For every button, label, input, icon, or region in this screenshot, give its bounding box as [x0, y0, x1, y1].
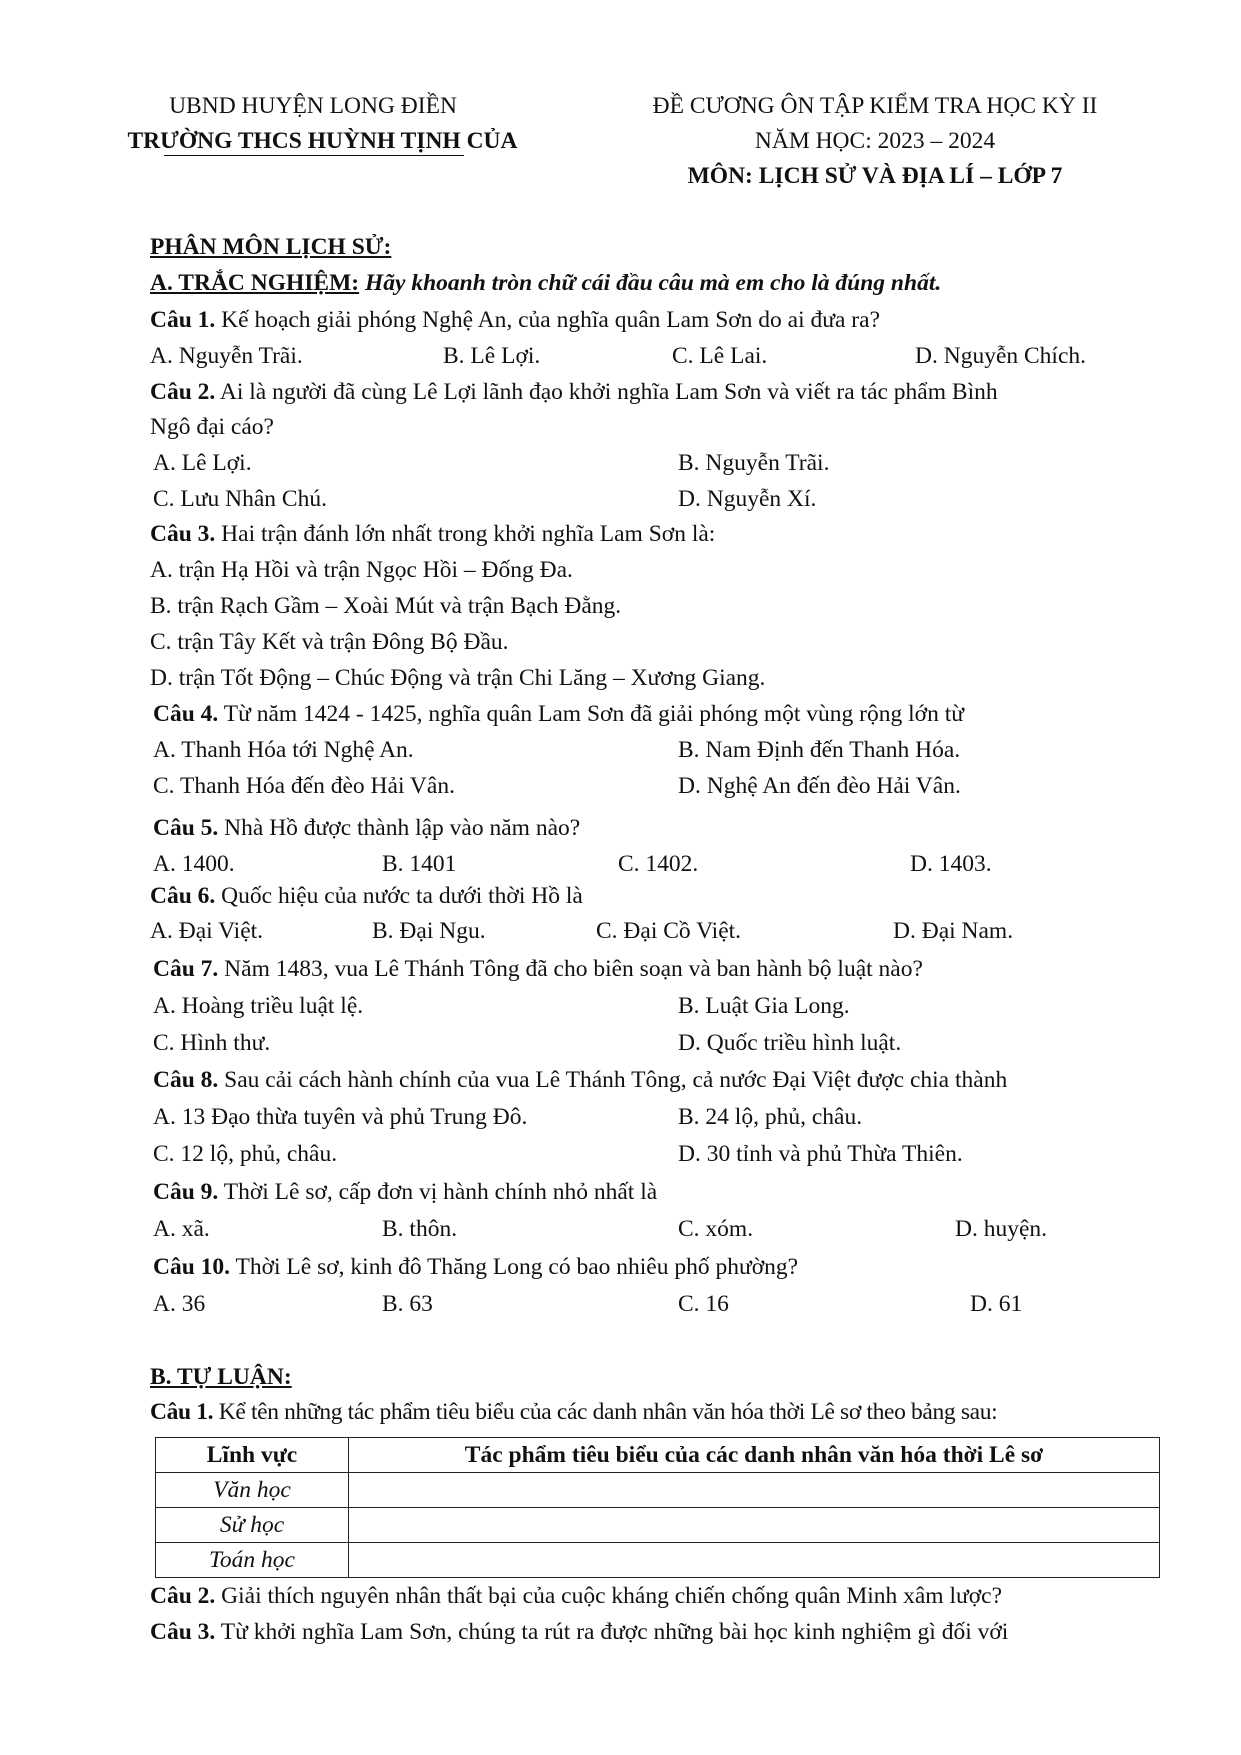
part-b-label: B. TỰ LUẬN:: [150, 1364, 292, 1390]
q1-option-c: C. Lê Lai.: [672, 343, 768, 369]
q7-option-b: B. Luật Gia Long.: [678, 993, 850, 1019]
q6-option-d: D. Đại Nam.: [893, 918, 1014, 944]
q8-option-a: A. 13 Đạo thừa tuyên và phủ Trung Đô.: [153, 1104, 528, 1130]
subject-title: MÔN: LỊCH SỬ VÀ ĐỊA LÍ – LỚP 7: [687, 163, 1063, 189]
question-5: Câu 5. Nhà Hồ được thành lập vào năm nào?: [153, 815, 581, 841]
q6-option-a: A. Đại Việt.: [150, 918, 264, 944]
q3-option-b: B. trận Rạch Gầm – Xoài Mút và trận Bạch Đằng.: [150, 593, 622, 619]
question-10: Câu 10. Thời Lê sơ, kinh đô Thăng Long có bao nhiêu phố phường?: [153, 1254, 799, 1280]
document-title: ĐỀ CƯƠNG ÔN TẬP KIỂM TRA HỌC KỲ II: [652, 93, 1098, 119]
q4-option-b: B. Nam Định đến Thanh Hóa.: [678, 737, 961, 763]
q1-option-d: D. Nguyễn Chích.: [915, 343, 1087, 369]
table-row: [156, 1508, 1160, 1543]
table-cell-answer[interactable]: [349, 1543, 1160, 1578]
table-cell-answer[interactable]: [349, 1508, 1160, 1543]
q4-option-a: A. Thanh Hóa tới Nghệ An.: [153, 737, 414, 763]
part-a-heading: [150, 272, 941, 296]
q9-option-d: D. huyện.: [955, 1216, 1048, 1242]
q7-option-d: D. Quốc triều hình luật.: [678, 1030, 902, 1056]
q10-option-c: C. 16: [678, 1291, 729, 1317]
table-cell-answer[interactable]: [349, 1473, 1160, 1508]
question-2-cont: Ngô đại cáo?: [150, 414, 274, 440]
q9-option-c: C. xóm.: [678, 1216, 754, 1242]
question-4: Câu 4. Từ năm 1424 - 1425, nghĩa quân Lam Sơn đã giải phóng một vùng rộng lớn từ: [153, 701, 964, 727]
q7-option-c: C. Hình thư.: [153, 1030, 271, 1056]
q2-option-b: B. Nguyễn Trãi.: [678, 450, 830, 476]
school-year: NĂM HỌC: 2023 – 2024: [754, 128, 996, 154]
q3-option-a: A. trận Hạ Hồi và trận Ngọc Hồi – Đống Đa.: [150, 557, 573, 583]
q2-option-c: C. Lưu Nhân Chú.: [153, 486, 327, 512]
q2-option-d: D. Nguyễn Xí.: [678, 486, 817, 512]
table-header-field: Lĩnh vực: [156, 1438, 349, 1473]
culture-works-table: [155, 1437, 1160, 1578]
question-8: Câu 8. Sau cải cách hành chính của vua Lê Thánh Tông, cả nước Đại Việt được chia thành: [153, 1067, 1008, 1093]
table-cell-field: Văn học: [156, 1473, 349, 1508]
essay-question-3: Câu 3. Từ khởi nghĩa Lam Sơn, chúng ta rút ra được những bài học kinh nghiệm gì đối với: [150, 1619, 1009, 1645]
q3-option-c: C. trận Tây Kết và trận Đông Bộ Đầu.: [150, 629, 509, 655]
q8-option-c: C. 12 lộ, phủ, châu.: [153, 1141, 338, 1167]
q6-option-b: B. Đại Ngu.: [372, 918, 486, 944]
question-1: Câu 1. Kế hoạch giải phóng Nghệ An, của nghĩa quân Lam Sơn do ai đưa ra?: [150, 307, 880, 333]
q10-option-d: D. 61: [970, 1291, 1023, 1317]
q3-option-d: D. trận Tốt Động – Chúc Động và trận Chi Lăng – Xương Giang.: [150, 665, 766, 691]
table-header-works: Tác phẩm tiêu biểu của các danh nhân văn hóa thời Lê sơ: [349, 1438, 1160, 1473]
essay-question-1: Câu 1. Kể tên những tác phẩm tiêu biểu của các danh nhân văn hóa thời Lê sơ theo bảng sau:: [150, 1399, 998, 1425]
q4-option-d: D. Nghệ An đến đèo Hải Vân.: [678, 773, 961, 799]
question-7: Câu 7. Năm 1483, vua Lê Thánh Tông đã cho biên soạn và ban hành bộ luật nào?: [153, 956, 923, 982]
table-cell-field: Toán học: [156, 1543, 349, 1578]
part-a-label: A. TRẮC NGHIỆM:: [150, 270, 360, 296]
school-name: TRƯỜNG THCS HUỲNH TỊNH CỦA: [127, 128, 518, 154]
q7-option-a: A. Hoàng triều luật lệ.: [153, 993, 364, 1019]
q10-option-a: A. 36: [153, 1291, 206, 1317]
question-3: Câu 3. Hai trận đánh lớn nhất trong khởi nghĩa Lam Sơn là:: [150, 521, 716, 547]
q10-option-b: B. 63: [382, 1291, 433, 1317]
q1-option-a: A. Nguyễn Trãi.: [150, 343, 303, 369]
q6-option-c: C. Đại Cồ Việt.: [596, 918, 742, 944]
q4-option-c: C. Thanh Hóa đến đèo Hải Vân.: [153, 773, 455, 799]
table-cell-field: Sử học: [156, 1508, 349, 1543]
q1-option-b: B. Lê Lợi.: [443, 343, 541, 369]
q9-option-b: B. thôn.: [382, 1216, 458, 1242]
table-row: [156, 1473, 1160, 1508]
table-row: [156, 1543, 1160, 1578]
question-9: Câu 9. Thời Lê sơ, cấp đơn vị hành chính nhỏ nhất là: [153, 1179, 658, 1205]
question-2: Câu 2. Ai là người đã cùng Lê Lợi lãnh đạo khởi nghĩa Lam Sơn và viết ra tác phẩm Bình: [150, 379, 998, 405]
part-a-instruction: Hãy khoanh tròn chữ cái đầu câu mà em cho là đúng nhất.: [365, 270, 942, 296]
district-name: UBND HUYỆN LONG ĐIỀN: [169, 93, 457, 119]
q9-option-a: A. xã.: [153, 1216, 210, 1242]
table-header-row: [156, 1438, 1160, 1473]
q5-option-c: C. 1402.: [618, 851, 699, 877]
question-6: Câu 6. Quốc hiệu của nước ta dưới thời Hồ là: [150, 883, 583, 909]
q8-option-b: B. 24 lộ, phủ, châu.: [678, 1104, 863, 1130]
section-title: PHÂN MÔN LỊCH SỬ:: [150, 234, 392, 260]
essay-question-2: Câu 2. Giải thích nguyên nhân thất bại của cuộc kháng chiến chống quân Minh xâm lược?: [150, 1583, 1003, 1609]
school-underline: [164, 155, 464, 156]
q5-option-b: B. 1401: [382, 851, 457, 877]
q8-option-d: D. 30 tỉnh và phủ Thừa Thiên.: [678, 1141, 963, 1167]
q2-option-a: A. Lê Lợi.: [153, 450, 252, 476]
q5-option-d: D. 1403.: [910, 851, 992, 877]
q5-option-a: A. 1400.: [153, 851, 235, 877]
